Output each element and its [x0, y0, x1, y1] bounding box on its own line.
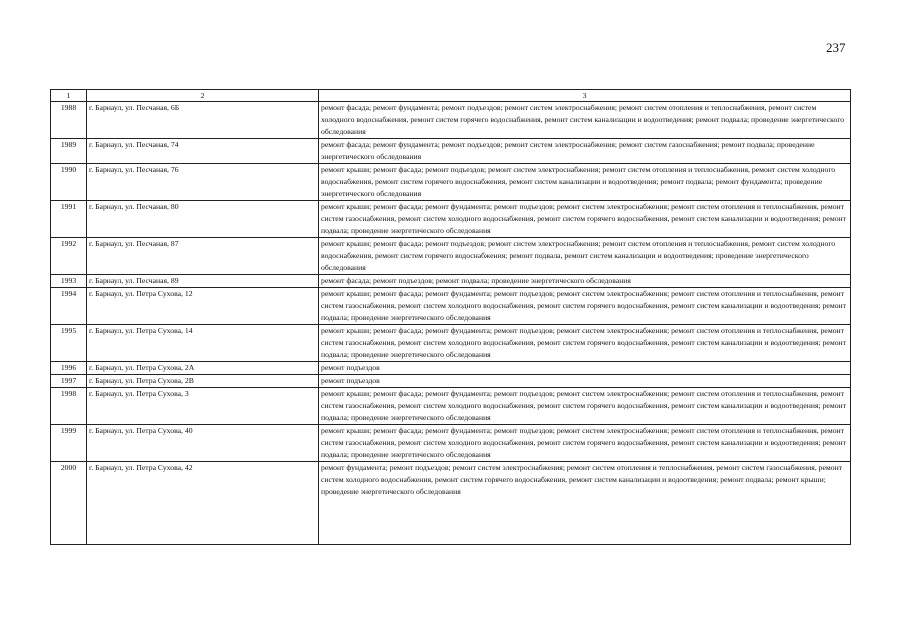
table-row — [51, 462, 851, 499]
table-row-filler — [51, 498, 851, 545]
row-number: 2000 — [51, 462, 87, 499]
row-number: 1991 — [51, 201, 87, 238]
table-row — [51, 275, 851, 288]
table-row — [51, 425, 851, 462]
table-row — [51, 164, 851, 201]
table-row — [51, 238, 851, 275]
row-number: 1997 — [51, 375, 87, 388]
row-works: ремонт подъездов — [319, 375, 851, 388]
empty-cell — [87, 498, 319, 545]
row-address: г. Барнаул, ул. Петра Сухова, 40 — [87, 425, 319, 462]
row-address: г. Барнаул, ул. Песчаная, 80 — [87, 201, 319, 238]
empty-cell — [51, 498, 87, 545]
row-address: г. Барнаул, ул. Петра Сухова, 14 — [87, 325, 319, 362]
row-works: ремонт фасада; ремонт подъездов; ремонт подвала; проведение энергетического обследования — [319, 275, 851, 288]
row-works: ремонт подъездов — [319, 362, 851, 375]
row-number: 1989 — [51, 139, 87, 164]
row-address: г. Барнаул, ул. Песчаная, 74 — [87, 139, 319, 164]
row-works: ремонт крыши; ремонт фасада; ремонт подъездов; ремонт систем электроснабжения; ремонт систем отопления и теплоснабжения, ремонт систем холодного водоснабжения, ремонт систем горячего водоснабжения; ремонт подвала, ремонт систем канализации и водоотведения; проведение энергетического обследования — [319, 238, 851, 275]
table-row — [51, 388, 851, 425]
row-address: г. Барнаул, ул. Петра Сухова, 42 — [87, 462, 319, 499]
repair-registry-table — [50, 89, 851, 545]
row-address: г. Барнаул, ул. Песчаная, 89 — [87, 275, 319, 288]
table-row — [51, 201, 851, 238]
row-works: ремонт крыши; ремонт фасада; ремонт фундамента; ремонт подъездов; ремонт систем электроснабжения; ремонт систем отопления и теплоснабжения, ремонт систем газоснабжения, ремонт систем холодного водоснабжения, ремонт систем горячего водоснабжения, ремонт систем канализации и водоотведения; ремонт подвала; проведение энергетического обследования — [319, 201, 851, 238]
row-works: ремонт крыши; ремонт фасада; ремонт фундамента; ремонт подъездов; ремонт систем электроснабжения; ремонт систем отопления и теплоснабжения, ремонт систем газоснабжения, ремонт систем холодного водоснабжения, ремонт систем горячего водоснабжения, ремонт систем канализации и водоотведения; ремонт подвала; проведение энергетического обследования — [319, 388, 851, 425]
row-address: г. Барнаул, ул. Петра Сухова, 3 — [87, 388, 319, 425]
column-header-address: 2 — [87, 90, 319, 102]
row-address: г. Барнаул, ул. Песчаная, 87 — [87, 238, 319, 275]
row-number: 1994 — [51, 288, 87, 325]
row-address: г. Барнаул, ул. Петра Сухова, 12 — [87, 288, 319, 325]
row-number: 1990 — [51, 164, 87, 201]
row-number: 1998 — [51, 388, 87, 425]
row-number: 1999 — [51, 425, 87, 462]
row-address: г. Барнаул, ул. Песчаная, 6Б — [87, 102, 319, 139]
row-number: 1988 — [51, 102, 87, 139]
row-works: ремонт крыши; ремонт фасада; ремонт фундамента; ремонт подъездов; ремонт систем электроснабжения; ремонт систем отопления и теплоснабжения, ремонт систем газоснабжения, ремонт систем холодного водоснабжения, ремонт систем горячего водоснабжения, ремонт систем канализации и водоотведения; ремонт подвала; проведение энергетического обследования — [319, 325, 851, 362]
table-row — [51, 362, 851, 375]
row-address: г. Барнаул, ул. Петра Сухова, 2А — [87, 362, 319, 375]
row-works: ремонт фасада; ремонт фундамента; ремонт подъездов; ремонт систем электроснабжения; ремонт систем газоснабжения; ремонт подвала; проведение энергетического обследования — [319, 139, 851, 164]
table-row — [51, 375, 851, 388]
row-number: 1993 — [51, 275, 87, 288]
row-works: ремонт фундамента; ремонт подъездов; ремонт систем электроснабжения; ремонт систем отопления и теплоснабжения, ремонт систем газоснабжения, ремонт систем холодного водоснабжения, ремонт систем горячего водоснабжения, ремонт систем канализации и водоотведения; ремонт подвала; ремонт крыши; проведение энергетического обследования — [319, 462, 851, 499]
row-number: 1995 — [51, 325, 87, 362]
row-works: ремонт фасада; ремонт фундамента; ремонт подъездов; ремонт систем электроснабжения; ремонт систем отопления и теплоснабжения, ремонт систем холодного водоснабжения, ремонт систем горячего водоснабжения, ремонт систем канализации и водоотведения; ремонт подвала; проведение энергетического обследования — [319, 102, 851, 139]
row-address: г. Барнаул, ул. Песчаная, 76 — [87, 164, 319, 201]
row-works: ремонт крыши; ремонт фасада; ремонт фундамента; ремонт подъездов; ремонт систем электроснабжения; ремонт систем отопления и теплоснабжения, ремонт систем газоснабжения, ремонт систем холодного водоснабжения, ремонт систем горячего водоснабжения, ремонт систем канализации и водоотведения; ремонт подвала; проведение энергетического обследования — [319, 425, 851, 462]
table-row — [51, 139, 851, 164]
row-number: 1992 — [51, 238, 87, 275]
column-header-number: 1 — [51, 90, 87, 102]
column-header-works: 3 — [319, 90, 851, 102]
table-header-row — [51, 90, 851, 102]
table-row — [51, 325, 851, 362]
row-number: 1996 — [51, 362, 87, 375]
row-works: ремонт крыши; ремонт фасада; ремонт фундамента; ремонт подъездов; ремонт систем электроснабжения; ремонт систем отопления и теплоснабжения, ремонт систем газоснабжения, ремонт систем холодного водоснабжения, ремонт систем горячего водоснабжения, ремонт систем канализации и водоотведения; ремонт подвала; проведение энергетического обследования — [319, 288, 851, 325]
row-address: г. Барнаул, ул. Петра Сухова, 2В — [87, 375, 319, 388]
table-row — [51, 288, 851, 325]
row-works: ремонт крыши; ремонт фасада; ремонт подъездов; ремонт систем электроснабжения; ремонт систем отопления и теплоснабжения, ремонт систем холодного водоснабжения, ремонт систем горячего водоснабжения, ремонт систем канализации и водоотведения; ремонт подвала; ремонт фундамента; проведение энергетического обследования — [319, 164, 851, 201]
table-row — [51, 102, 851, 139]
page-number: 237 — [826, 40, 846, 55]
empty-cell — [319, 498, 851, 545]
